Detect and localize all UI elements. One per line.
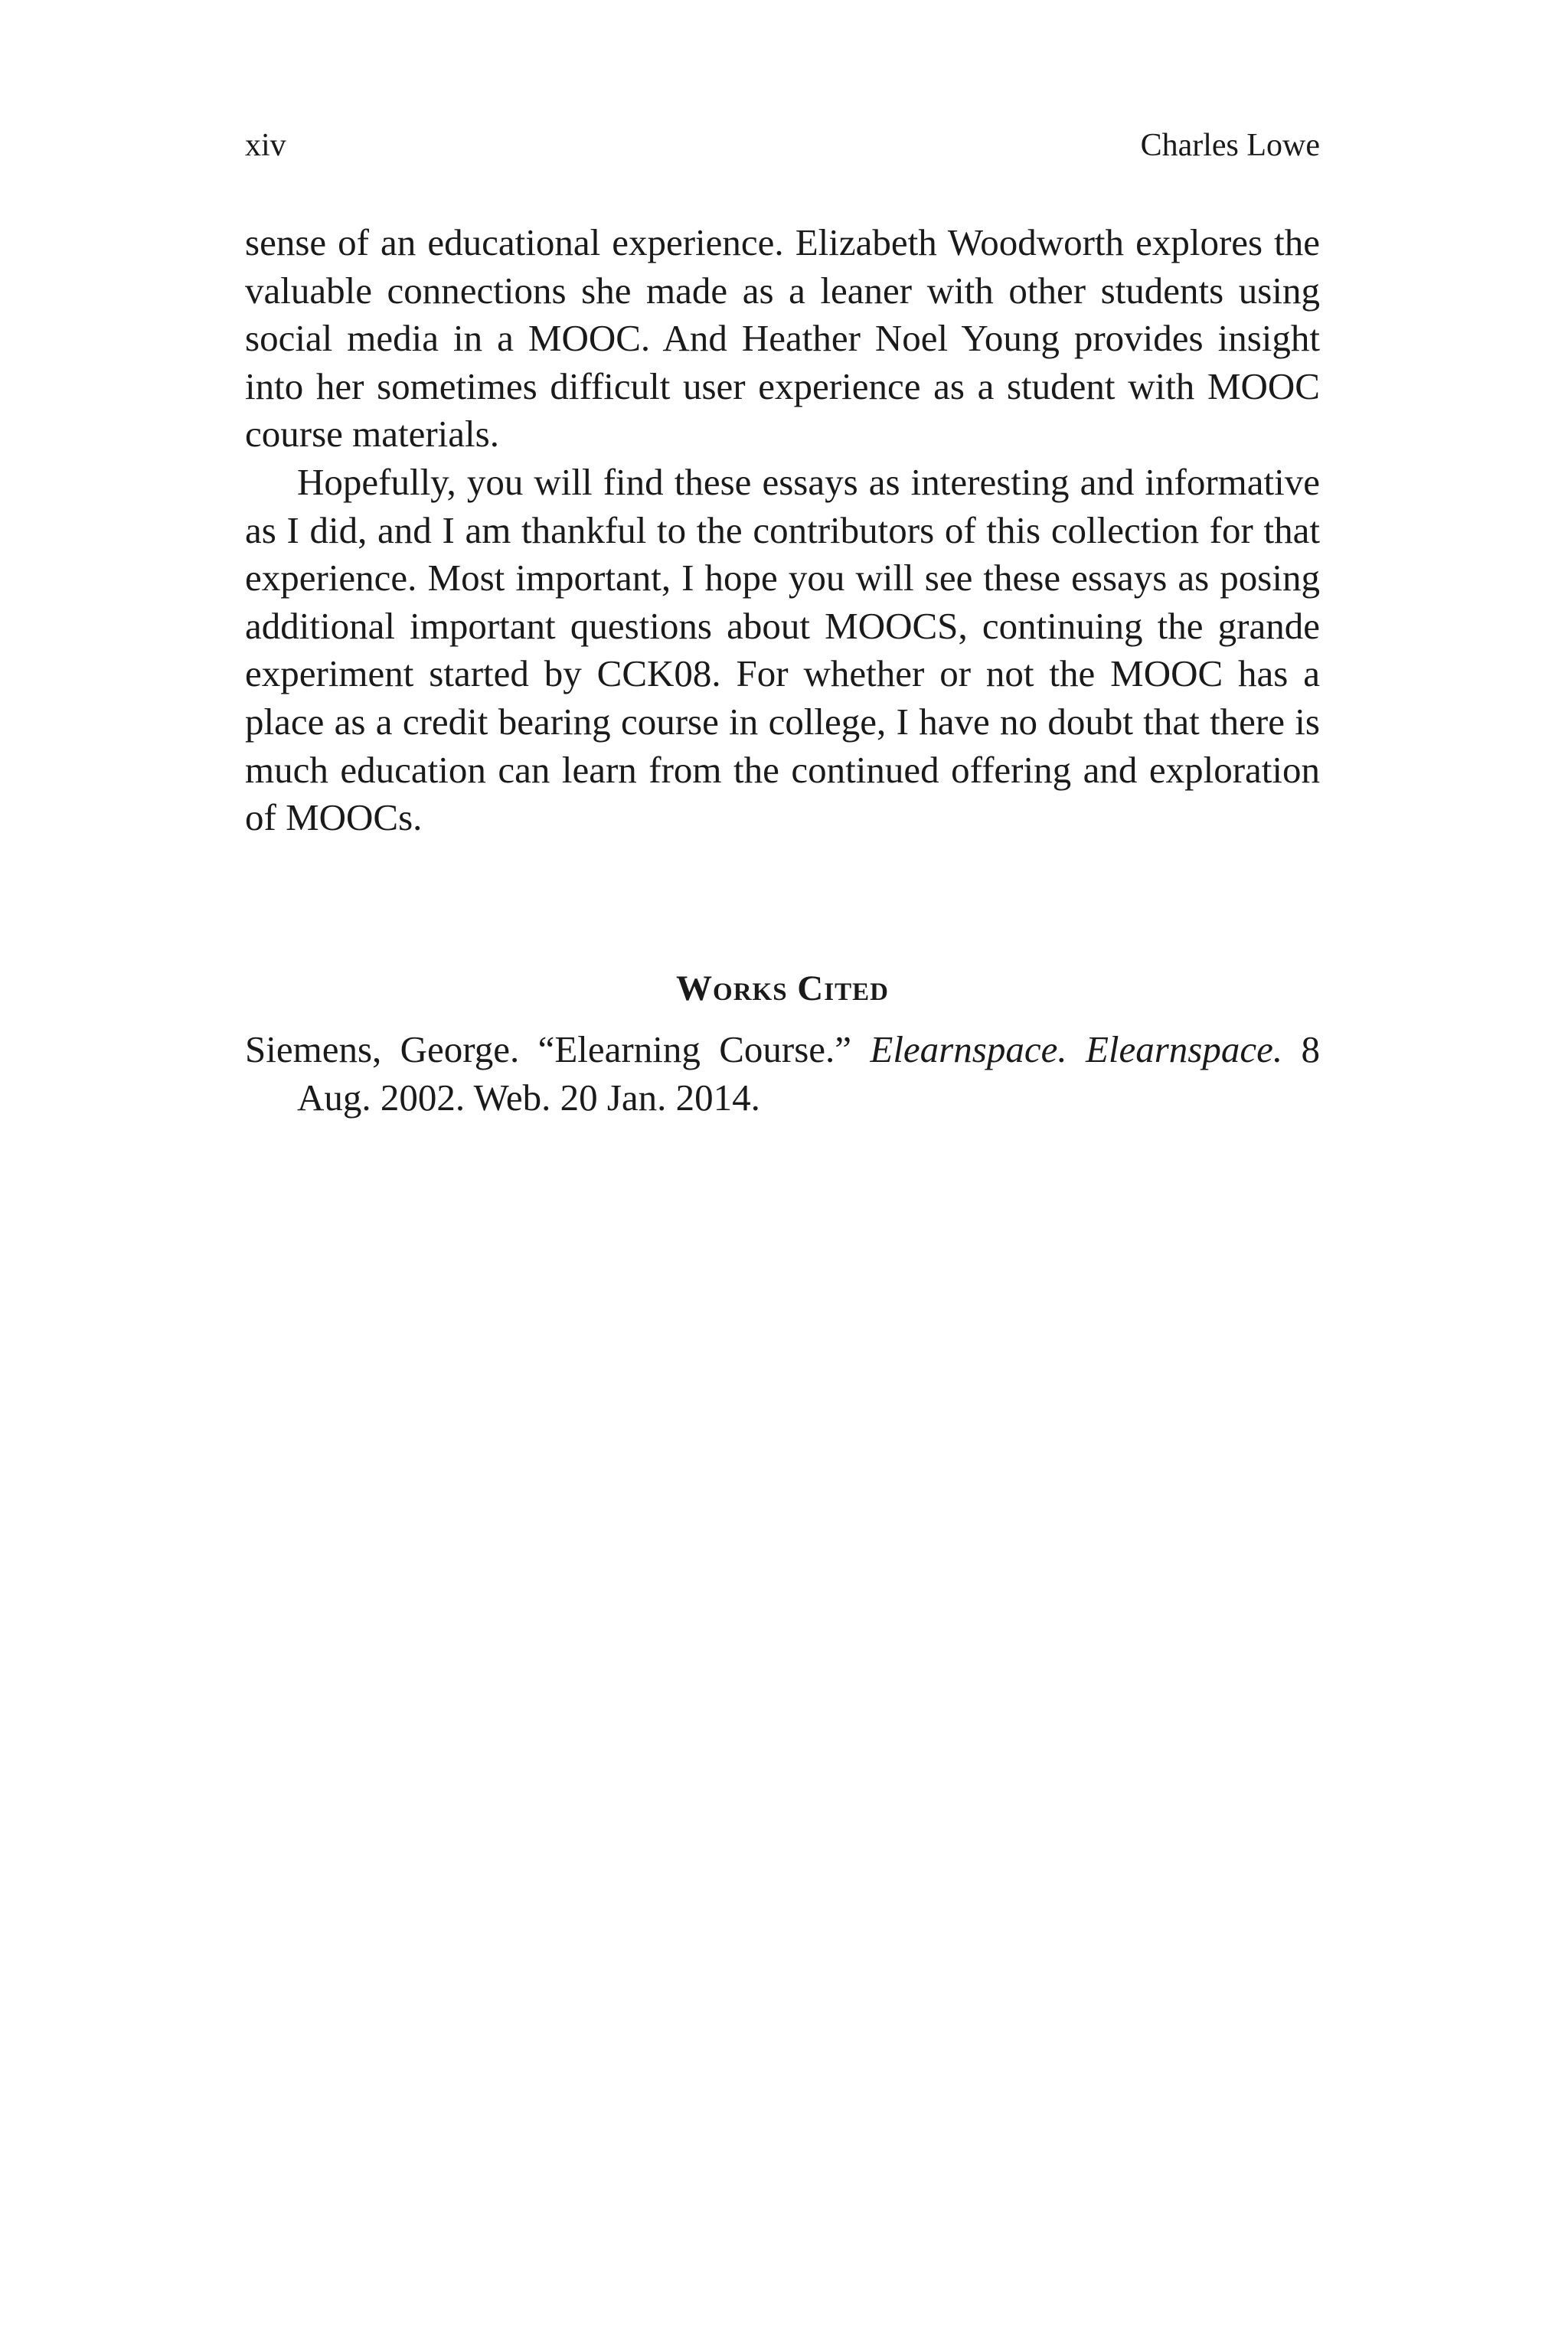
paragraph-continued: sense of an educational experience. Elizabeth Woodworth explores the valuable connections she made as a leaner with other students using social media in a MOOC. And Heather Noel Young provides insight into her sometimes difficult user experience as a student with MOOC course materials.: [245, 221, 1320, 456]
running-title: Charles Lowe: [1140, 128, 1320, 163]
citation-details: 8 Aug. 2002. Web. 20 Jan. 2014.: [297, 1028, 1320, 1119]
running-head: [245, 124, 1320, 167]
citation-entry: [245, 1026, 1320, 1122]
body-text: [245, 219, 1320, 842]
works-cited-list: [245, 1026, 1320, 1122]
paragraph: Hopefully, you will find these essays as interesting and informative as I did, and I am thankful to the contributors of this collection for that experience. Most important, I hope you will see these essays as posing additional important questions about MOOCS, continuing the grande experiment started by CCK08. For whether or not the MOOC has a place as a credit bearing course in college, I have no doubt that there is much education can learn from the continued offering and exploration of MOOCs.: [245, 460, 1320, 839]
page-number: xiv: [245, 128, 286, 163]
citation-publication: Elearnspace. Elearnspace.: [870, 1028, 1283, 1070]
works-cited-heading: Works Cited: [676, 969, 889, 1008]
citation-author-title: Siemens, George. “Elearning Course.”: [245, 1028, 871, 1070]
